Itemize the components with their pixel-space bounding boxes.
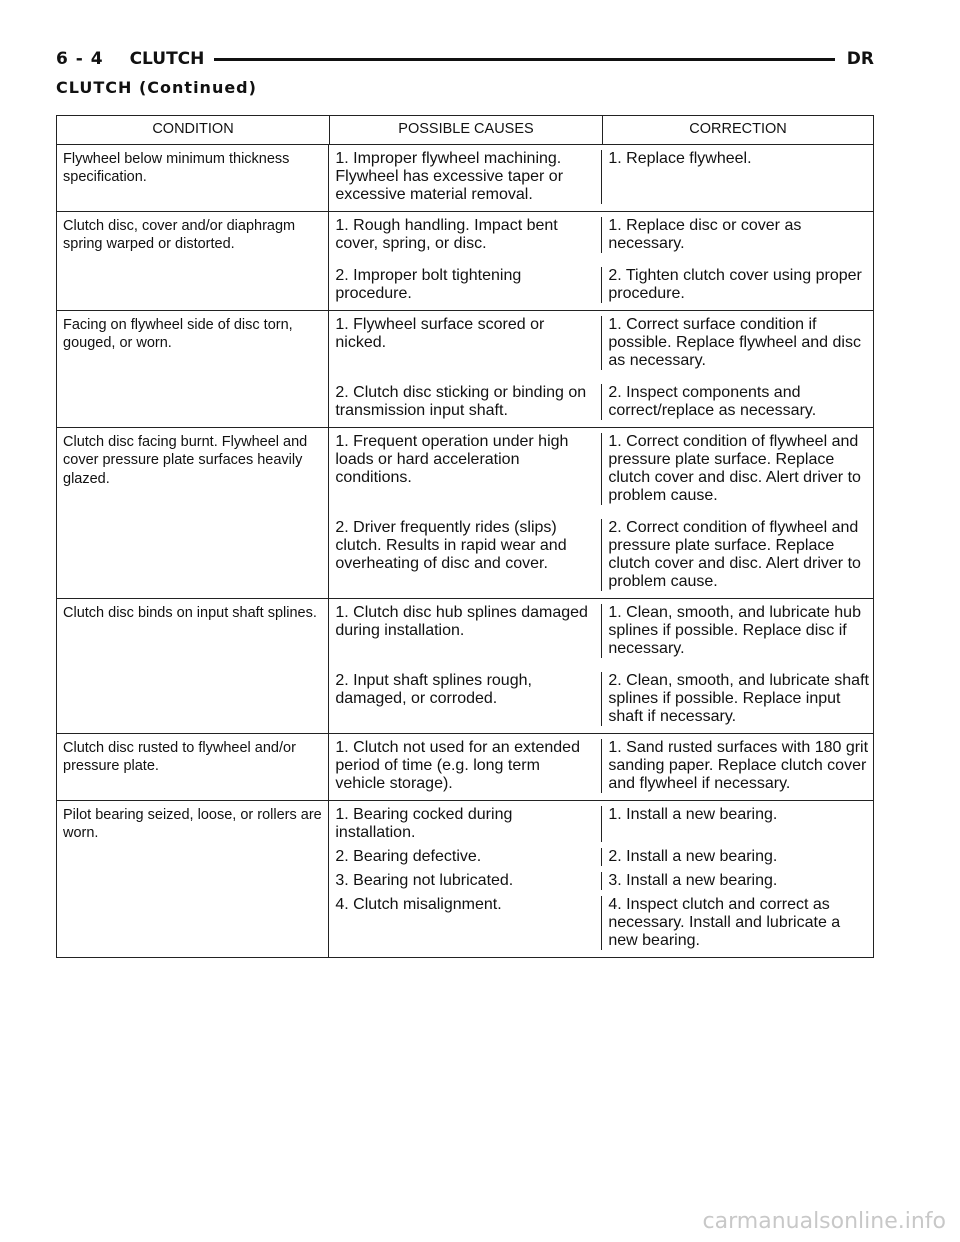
cause-correction-pair bbox=[329, 433, 873, 505]
cause-cell: 2. Driver frequently rides (slips) clutch. Results in rapid wear and overheating of disc and cover. bbox=[329, 519, 602, 591]
table-row bbox=[57, 733, 873, 800]
cause-cell: 2. Input shaft splines rough, damaged, or corroded. bbox=[329, 672, 602, 726]
cause-cell: 3. Bearing not lubricated. bbox=[329, 872, 602, 890]
cause-cell: 2. Improper bolt tightening procedure. bbox=[329, 267, 602, 303]
cause-correction-pair bbox=[329, 896, 873, 950]
diagnosis-table bbox=[56, 115, 874, 958]
condition-cell: Flywheel below minimum thickness specification. bbox=[57, 145, 329, 211]
cause-correction-group bbox=[329, 311, 873, 427]
cause-correction-pair bbox=[329, 848, 873, 866]
correction-cell: 2. Correct condition of flywheel and pressure plate surface. Replace clutch cover and disc. Alert driver to problem cause. bbox=[608, 518, 861, 590]
cause-correction-pair bbox=[329, 604, 873, 658]
correction-cell: 3. Install a new bearing. bbox=[608, 871, 778, 889]
model-code: DR bbox=[846, 49, 874, 69]
cause-cell: 1. Rough handling. Impact bent cover, spring, or disc. bbox=[329, 217, 602, 253]
cause-correction-pair bbox=[329, 316, 873, 370]
table-row bbox=[57, 800, 873, 957]
correction-cell: 1. Install a new bearing. bbox=[608, 805, 778, 823]
condition-cell: Clutch disc binds on input shaft splines. bbox=[57, 599, 329, 733]
cause-cell: 4. Clutch misalignment. bbox=[329, 896, 602, 950]
cause-correction-pair bbox=[329, 267, 873, 303]
correction-cell: 1. Clean, smooth, and lubricate hub splines if possible. Replace disc if necessary. bbox=[608, 603, 861, 657]
table-row bbox=[57, 310, 873, 427]
correction-cell: 1. Replace flywheel. bbox=[608, 149, 752, 167]
correction-cell: 1. Sand rusted surfaces with 180 grit sanding paper. Replace clutch cover and flywheel if necessary. bbox=[608, 738, 869, 792]
correction-cell: 2. Inspect components and correct/replace as necessary. bbox=[608, 383, 817, 419]
section-title: CLUTCH bbox=[129, 49, 205, 69]
cause-correction-group bbox=[329, 734, 873, 800]
cause-correction-group bbox=[329, 428, 873, 598]
page-number: 6 - 4 bbox=[56, 49, 104, 69]
correction-cell: 2. Clean, smooth, and lubricate shaft splines if possible. Replace input shaft if necessary. bbox=[608, 671, 869, 725]
cause-correction-pair bbox=[329, 150, 873, 204]
column-header-correction: CORRECTION bbox=[689, 121, 787, 137]
table-row bbox=[57, 427, 873, 598]
cause-correction-pair bbox=[329, 519, 873, 591]
table-row bbox=[57, 144, 873, 211]
cause-correction-pair bbox=[329, 217, 873, 253]
correction-cell: 2. Install a new bearing. bbox=[608, 847, 778, 865]
cause-correction-group bbox=[329, 801, 873, 957]
cause-cell: 2. Clutch disc sticking or binding on transmission input shaft. bbox=[329, 384, 602, 420]
page-subtitle: CLUTCH (Continued) bbox=[56, 78, 257, 97]
cause-correction-group bbox=[329, 212, 873, 310]
condition-cell: Pilot bearing seized, loose, or rollers are worn. bbox=[57, 801, 329, 957]
column-header-possible-causes: POSSIBLE CAUSES bbox=[330, 116, 603, 144]
correction-cell: 1. Replace disc or cover as necessary. bbox=[608, 216, 802, 252]
table-row bbox=[57, 598, 873, 733]
condition-cell: Facing on flywheel side of disc torn, gouged, or worn. bbox=[57, 311, 329, 427]
correction-cell: 1. Correct surface condition if possible. Replace flywheel and disc as necessary. bbox=[608, 315, 861, 369]
header-rule bbox=[214, 58, 834, 61]
condition-cell: Clutch disc facing burnt. Flywheel and cover pressure plate surfaces heavily glazed. bbox=[57, 428, 329, 598]
page-header bbox=[56, 46, 874, 72]
condition-cell: Clutch disc rusted to flywheel and/or pressure plate. bbox=[57, 734, 329, 800]
condition-cell: Clutch disc, cover and/or diaphragm spring warped or distorted. bbox=[57, 212, 329, 310]
cause-cell: 1. Bearing cocked during installation. bbox=[329, 806, 602, 842]
watermark: carmanualsonline.info bbox=[702, 1209, 946, 1234]
cause-correction-group bbox=[329, 599, 873, 733]
cause-cell: 1. Flywheel surface scored or nicked. bbox=[329, 316, 602, 370]
cause-cell: 1. Clutch not used for an extended period of time (e.g. long term vehicle storage). bbox=[329, 739, 602, 793]
cause-cell: 1. Frequent operation under high loads or hard acceleration conditions. bbox=[329, 433, 602, 505]
cause-correction-pair bbox=[329, 672, 873, 726]
cause-cell: 2. Bearing defective. bbox=[329, 848, 602, 866]
cause-cell: 1. Clutch disc hub splines damaged during installation. bbox=[329, 604, 602, 658]
table-row bbox=[57, 211, 873, 310]
correction-cell: 4. Inspect clutch and correct as necessary. Install and lubricate a new bearing. bbox=[608, 895, 841, 949]
cause-cell: 1. Improper flywheel machining. Flywheel has excessive taper or excessive material removal. bbox=[329, 150, 602, 204]
table-header-row bbox=[57, 116, 873, 144]
cause-correction-pair bbox=[329, 739, 873, 793]
cause-correction-group bbox=[329, 145, 873, 211]
cause-correction-pair bbox=[329, 384, 873, 420]
cause-correction-pair bbox=[329, 872, 873, 890]
cause-correction-pair bbox=[329, 806, 873, 842]
correction-cell: 2. Tighten clutch cover using proper procedure. bbox=[608, 266, 862, 302]
correction-cell: 1. Correct condition of flywheel and pressure plate surface. Replace clutch cover and disc. Alert driver to problem cause. bbox=[608, 432, 861, 504]
column-header-condition: CONDITION bbox=[57, 116, 330, 144]
